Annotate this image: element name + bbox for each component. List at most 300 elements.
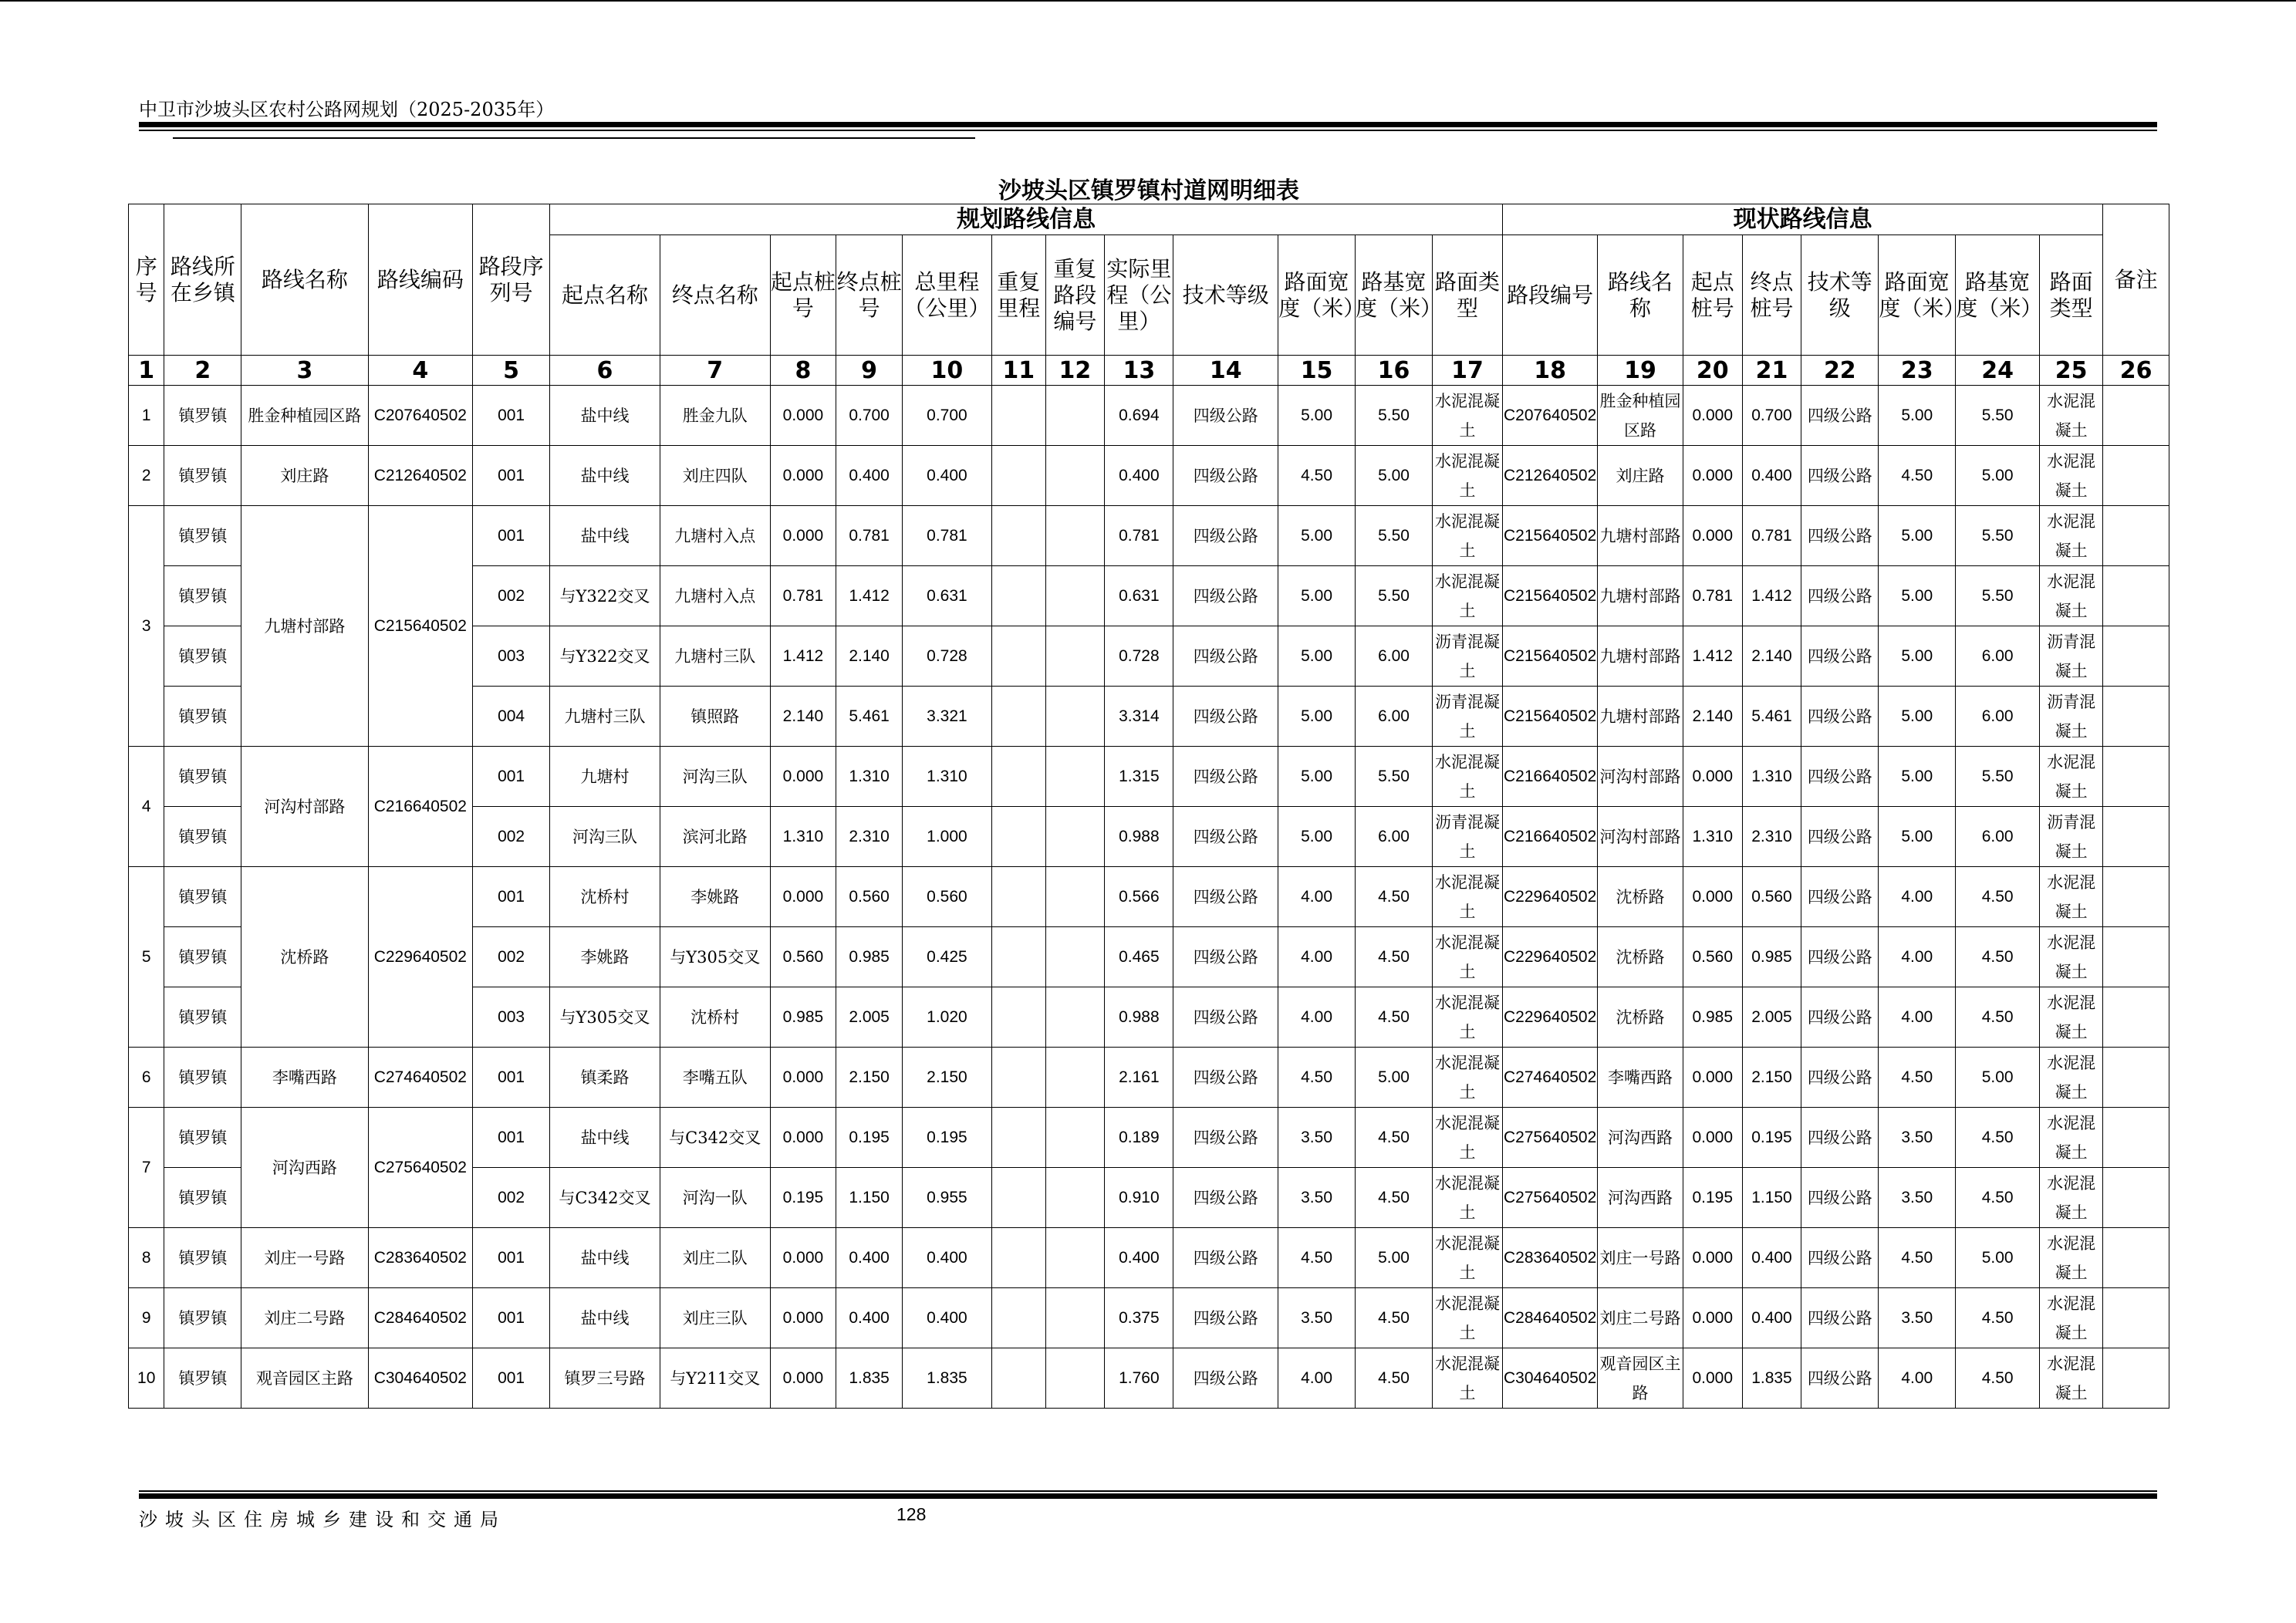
segno-cell: 001 [473,1048,550,1108]
end-stake-cell: 2.150 [836,1048,903,1108]
footer-rule-thick [139,1493,2157,1499]
start-name-cell: 沈桥村 [550,867,660,927]
dup-code-cell [1045,987,1105,1048]
cur-surface-type-cell: 水泥混凝土 [2040,386,2103,446]
grade-cell: 四级公路 [1173,1288,1278,1348]
surface-width-cell: 5.00 [1278,687,1356,747]
base-width-cell: 5.00 [1356,1048,1433,1108]
cur-end-cell: 1.150 [1742,1168,1801,1228]
end-name-cell: 九塘村入点 [660,506,770,566]
surface-type-cell: 水泥混凝土 [1432,987,1502,1048]
base-width-cell: 4.50 [1356,1168,1433,1228]
surface-width-cell: 3.50 [1278,1108,1356,1168]
base-width-cell: 4.50 [1356,867,1433,927]
route-code-cell: C283640502 [368,1228,473,1288]
cur-base-width-cell: 4.50 [1956,1288,2040,1348]
cur-base-width-cell: 5.50 [1956,566,2040,626]
dup-code-cell [1045,506,1105,566]
dup-code-cell [1045,626,1105,687]
actual-km-cell: 0.465 [1105,927,1173,987]
grade-cell: 四级公路 [1173,566,1278,626]
remark-cell [2103,626,2169,687]
dup-code-cell [1045,747,1105,807]
cur-surface-type-cell: 水泥混凝土 [2040,867,2103,927]
column-number: 3 [241,356,368,386]
cur-base-width-cell: 4.50 [1956,927,2040,987]
remark-cell [2103,1228,2169,1288]
cur-surface-width-cell: 4.00 [1879,927,1956,987]
total-km-cell: 0.700 [902,386,991,446]
route-code-cell: C212640502 [368,446,473,506]
total-km-cell: 3.321 [902,687,991,747]
grade-cell: 四级公路 [1173,446,1278,506]
segno-cell: 002 [473,1168,550,1228]
group-header-planned: 规划路线信息 [550,204,1503,235]
group-header-current: 现状路线信息 [1503,204,2103,235]
start-stake-cell: 0.000 [770,867,836,927]
cur-code-cell: C274640502 [1503,1048,1598,1108]
segno-cell: 001 [473,747,550,807]
base-width-cell: 4.50 [1356,987,1433,1048]
actual-km-cell: 0.189 [1105,1108,1173,1168]
col-header-seq: 序号 [129,204,164,356]
cur-code-cell: C283640502 [1503,1228,1598,1288]
segno-cell: 004 [473,687,550,747]
column-number: 5 [473,356,550,386]
cur-end-cell: 2.005 [1742,987,1801,1048]
col-header-code: 路线编码 [368,204,473,356]
cur-surface-width-cell: 4.50 [1879,446,1956,506]
end-stake-cell: 1.310 [836,747,903,807]
cur-grade-cell: 四级公路 [1801,446,1879,506]
cur-grade-cell: 四级公路 [1801,566,1879,626]
header-rule-thin [139,130,2157,131]
cur-end-cell: 1.412 [1742,566,1801,626]
end-stake-cell: 0.700 [836,386,903,446]
surface-width-cell: 3.50 [1278,1168,1356,1228]
segno-cell: 002 [473,566,550,626]
grade-cell: 四级公路 [1173,927,1278,987]
cur-base-width-cell: 4.50 [1956,1108,2040,1168]
table-row [129,1288,2169,1348]
surface-type-cell: 水泥混凝土 [1432,1168,1502,1228]
total-km-cell: 0.425 [902,927,991,987]
start-name-cell: 九塘村三队 [550,687,660,747]
cur-name-cell: 河沟村部路 [1598,747,1683,807]
dup-km-cell [991,867,1045,927]
end-name-cell: 九塘村入点 [660,566,770,626]
page-top-border [0,0,2296,2]
start-stake-cell: 0.000 [770,1048,836,1108]
total-km-cell: 0.195 [902,1108,991,1168]
start-stake-cell: 0.781 [770,566,836,626]
actual-km-cell: 0.910 [1105,1168,1173,1228]
cur-start-cell: 1.412 [1683,626,1742,687]
cur-grade-cell: 四级公路 [1801,1168,1879,1228]
start-stake-cell: 0.000 [770,1108,836,1168]
route-code-cell: C274640502 [368,1048,473,1108]
end-stake-cell: 0.195 [836,1108,903,1168]
route-name-cell: 刘庄二号路 [241,1288,368,1348]
start-name-cell: 九塘村 [550,747,660,807]
column-number: 9 [836,356,903,386]
total-km-cell: 1.310 [902,747,991,807]
table-row [129,747,2169,807]
dup-km-cell [991,807,1045,867]
end-stake-cell: 0.985 [836,927,903,987]
cur-name-cell: 九塘村部路 [1598,506,1683,566]
cur-end-cell: 0.985 [1742,927,1801,987]
cur-surface-type-cell: 水泥混凝土 [2040,987,2103,1048]
cur-code-cell: C229640502 [1503,987,1598,1048]
surface-type-cell: 水泥混凝土 [1432,506,1502,566]
col-header-start-stake: 起点桩号 [770,235,836,356]
cur-code-cell: C284640502 [1503,1288,1598,1348]
seq-cell: 1 [129,386,164,446]
dup-km-cell [991,1108,1045,1168]
start-name-cell: 河沟三队 [550,807,660,867]
cur-surface-width-cell: 4.00 [1879,987,1956,1048]
cur-surface-width-cell: 3.50 [1879,1168,1956,1228]
route-name-cell: 李嘴西路 [241,1048,368,1108]
start-name-cell: 与C342交叉 [550,1168,660,1228]
table-row [129,1048,2169,1108]
cur-name-cell: 九塘村部路 [1598,687,1683,747]
cur-grade-cell: 四级公路 [1801,1228,1879,1288]
table-row [129,506,2169,566]
col-header-surface-type: 路面类型 [1432,235,1502,356]
surface-width-cell: 5.00 [1278,566,1356,626]
dup-code-cell [1045,1348,1105,1409]
base-width-cell: 5.50 [1356,506,1433,566]
cur-surface-type-cell: 水泥混凝土 [2040,566,2103,626]
table-row [129,1348,2169,1409]
grade-cell: 四级公路 [1173,626,1278,687]
surface-type-cell: 水泥混凝土 [1432,1048,1502,1108]
end-name-cell: 刘庄三队 [660,1288,770,1348]
cur-base-width-cell: 6.00 [1956,807,2040,867]
town-cell: 镇罗镇 [164,1048,241,1108]
col-header-dup-km: 重复里程 [991,235,1045,356]
cur-surface-width-cell: 4.00 [1879,867,1956,927]
remark-cell [2103,747,2169,807]
dup-km-cell [991,1348,1045,1409]
seq-cell: 10 [129,1348,164,1409]
surface-type-cell: 水泥混凝土 [1432,566,1502,626]
cur-code-cell: C215640502 [1503,506,1598,566]
cur-code-cell: C215640502 [1503,626,1598,687]
start-stake-cell: 0.000 [770,1348,836,1409]
column-number: 2 [164,356,241,386]
cur-surface-type-cell: 水泥混凝土 [2040,1228,2103,1288]
cur-code-cell: C207640502 [1503,386,1598,446]
end-name-cell: 与C342交叉 [660,1108,770,1168]
town-cell: 镇罗镇 [164,566,241,626]
grade-cell: 四级公路 [1173,987,1278,1048]
end-name-cell: 河沟一队 [660,1168,770,1228]
end-stake-cell: 1.835 [836,1348,903,1409]
actual-km-cell: 3.314 [1105,687,1173,747]
seq-cell: 8 [129,1228,164,1288]
surface-type-cell: 水泥混凝土 [1432,1288,1502,1348]
col-header-cur-surface-type: 路面类型 [2040,235,2103,356]
cur-surface-width-cell: 4.50 [1879,1228,1956,1288]
cur-surface-type-cell: 沥青混凝土 [2040,807,2103,867]
cur-name-cell: 沈桥路 [1598,927,1683,987]
column-number: 21 [1742,356,1801,386]
cur-end-cell: 0.560 [1742,867,1801,927]
cur-surface-type-cell: 水泥混凝土 [2040,446,2103,506]
dup-code-cell [1045,1228,1105,1288]
start-stake-cell: 0.000 [770,1288,836,1348]
column-number: 7 [660,356,770,386]
dup-km-cell [991,1288,1045,1348]
col-header-grade: 技术等级 [1173,235,1278,356]
town-cell: 镇罗镇 [164,1288,241,1348]
col-header-actual-km: 实际里程（公里） [1105,235,1173,356]
grade-cell: 四级公路 [1173,1168,1278,1228]
town-cell: 镇罗镇 [164,747,241,807]
cur-code-cell: C215640502 [1503,566,1598,626]
start-name-cell: 盐中线 [550,446,660,506]
surface-width-cell: 4.00 [1278,987,1356,1048]
grade-cell: 四级公路 [1173,747,1278,807]
town-cell: 镇罗镇 [164,1108,241,1168]
seq-cell: 7 [129,1108,164,1228]
dup-code-cell [1045,1108,1105,1168]
cur-name-cell: 李嘴西路 [1598,1048,1683,1108]
start-stake-cell: 1.412 [770,626,836,687]
base-width-cell: 4.50 [1356,1108,1433,1168]
remark-cell [2103,506,2169,566]
end-stake-cell: 1.150 [836,1168,903,1228]
cur-end-cell: 5.461 [1742,687,1801,747]
surface-type-cell: 水泥混凝土 [1432,1108,1502,1168]
end-stake-cell: 0.400 [836,1228,903,1288]
end-stake-cell: 0.400 [836,1288,903,1348]
cur-grade-cell: 四级公路 [1801,687,1879,747]
route-code-cell: C207640502 [368,386,473,446]
route-name-cell: 河沟西路 [241,1108,368,1228]
route-code-cell: C215640502 [368,506,473,747]
dup-km-cell [991,566,1045,626]
document-header-title: 中卫市沙坡头区农村公路网规划（2025-2035年） [139,99,555,120]
cur-base-width-cell: 5.50 [1956,506,2040,566]
cur-surface-width-cell: 5.00 [1879,386,1956,446]
remark-cell [2103,566,2169,626]
route-code-cell: C304640502 [368,1348,473,1409]
seq-cell: 3 [129,506,164,747]
start-name-cell: 李姚路 [550,927,660,987]
actual-km-cell: 0.988 [1105,807,1173,867]
cur-end-cell: 0.400 [1742,1228,1801,1288]
cur-start-cell: 0.000 [1683,386,1742,446]
town-cell: 镇罗镇 [164,1228,241,1288]
total-km-cell: 0.955 [902,1168,991,1228]
surface-type-cell: 沥青混凝土 [1432,626,1502,687]
base-width-cell: 5.50 [1356,386,1433,446]
start-stake-cell: 0.000 [770,386,836,446]
table-row [129,867,2169,927]
base-width-cell: 5.50 [1356,566,1433,626]
surface-type-cell: 水泥混凝土 [1432,1348,1502,1409]
seq-cell: 6 [129,1048,164,1108]
start-stake-cell: 0.000 [770,747,836,807]
total-km-cell: 1.835 [902,1348,991,1409]
start-stake-cell: 1.310 [770,807,836,867]
base-width-cell: 6.00 [1356,687,1433,747]
remark-cell [2103,446,2169,506]
table-title: 沙坡头区镇罗镇村道网明细表 [998,177,1299,204]
total-km-cell: 1.020 [902,987,991,1048]
base-width-cell: 4.50 [1356,927,1433,987]
town-cell: 镇罗镇 [164,687,241,747]
table-body [129,386,2169,1409]
cur-surface-width-cell: 5.00 [1879,807,1956,867]
cur-surface-type-cell: 水泥混凝土 [2040,1108,2103,1168]
surface-width-cell: 4.00 [1278,867,1356,927]
cur-name-cell: 胜金种植园区路 [1598,386,1683,446]
table-row [129,1108,2169,1168]
surface-type-cell: 沥青混凝土 [1432,807,1502,867]
cur-surface-width-cell: 5.00 [1879,566,1956,626]
end-stake-cell: 2.310 [836,807,903,867]
col-header-cur-base-width: 路基宽度（米） [1956,235,2040,356]
column-number: 19 [1598,356,1683,386]
cur-surface-type-cell: 水泥混凝土 [2040,927,2103,987]
cur-end-cell: 2.150 [1742,1048,1801,1108]
cur-grade-cell: 四级公路 [1801,747,1879,807]
col-header-name: 路线名称 [241,204,368,356]
remark-cell [2103,867,2169,927]
remark-cell [2103,1048,2169,1108]
dup-code-cell [1045,867,1105,927]
cur-end-cell: 2.140 [1742,626,1801,687]
surface-type-cell: 水泥混凝土 [1432,747,1502,807]
start-stake-cell: 0.000 [770,1228,836,1288]
end-name-cell: 河沟三队 [660,747,770,807]
cur-grade-cell: 四级公路 [1801,386,1879,446]
dup-km-cell [991,927,1045,987]
cur-base-width-cell: 4.50 [1956,867,2040,927]
remark-cell [2103,927,2169,987]
start-name-cell: 盐中线 [550,1288,660,1348]
surface-width-cell: 4.50 [1278,1048,1356,1108]
grade-cell: 四级公路 [1173,506,1278,566]
cur-surface-type-cell: 沥青混凝土 [2040,687,2103,747]
remark-cell [2103,807,2169,867]
total-km-cell: 0.631 [902,566,991,626]
remark-cell [2103,1348,2169,1409]
dup-km-cell [991,987,1045,1048]
surface-width-cell: 4.00 [1278,1348,1356,1409]
cur-grade-cell: 四级公路 [1801,1348,1879,1409]
dup-code-cell [1045,446,1105,506]
table-row [129,386,2169,446]
cur-end-cell: 2.310 [1742,807,1801,867]
cur-end-cell: 0.700 [1742,386,1801,446]
route-name-cell: 九塘村部路 [241,506,368,747]
dup-code-cell [1045,807,1105,867]
column-number: 26 [2103,356,2169,386]
end-name-cell: 胜金九队 [660,386,770,446]
dup-code-cell [1045,1288,1105,1348]
cur-grade-cell: 四级公路 [1801,1108,1879,1168]
start-stake-cell: 0.985 [770,987,836,1048]
segno-cell: 001 [473,1348,550,1409]
actual-km-cell: 0.694 [1105,386,1173,446]
dup-km-cell [991,747,1045,807]
dup-km-cell [991,1168,1045,1228]
cur-name-cell: 刘庄二号路 [1598,1288,1683,1348]
column-number: 8 [770,356,836,386]
surface-width-cell: 3.50 [1278,1288,1356,1348]
cur-grade-cell: 四级公路 [1801,1048,1879,1108]
cur-surface-type-cell: 水泥混凝土 [2040,1048,2103,1108]
footer-organization: 沙坡头区住房城乡建设和交通局 [139,1509,506,1530]
table-row [129,446,2169,506]
grade-cell: 四级公路 [1173,1048,1278,1108]
start-name-cell: 与Y322交叉 [550,626,660,687]
segno-cell: 002 [473,927,550,987]
segno-cell: 003 [473,626,550,687]
dup-km-cell [991,446,1045,506]
cur-start-cell: 0.000 [1683,1288,1742,1348]
segno-cell: 001 [473,1108,550,1168]
cur-surface-width-cell: 4.50 [1879,1048,1956,1108]
start-stake-cell: 0.195 [770,1168,836,1228]
dup-km-cell [991,687,1045,747]
remark-cell [2103,1288,2169,1348]
dup-code-cell [1045,386,1105,446]
column-number: 4 [368,356,473,386]
route-code-cell: C216640502 [368,747,473,867]
cur-name-cell: 九塘村部路 [1598,626,1683,687]
cur-start-cell: 2.140 [1683,687,1742,747]
segno-cell: 001 [473,1288,550,1348]
cur-base-width-cell: 6.00 [1956,626,2040,687]
cur-base-width-cell: 5.00 [1956,1228,2040,1288]
total-km-cell: 0.400 [902,446,991,506]
end-stake-cell: 0.781 [836,506,903,566]
seq-cell: 4 [129,747,164,867]
footer-rule-thin [139,1490,2157,1492]
start-name-cell: 镇罗三号路 [550,1348,660,1409]
column-number: 23 [1879,356,1956,386]
dup-code-cell [1045,1168,1105,1228]
cur-end-cell: 1.835 [1742,1348,1801,1409]
column-number: 12 [1045,356,1105,386]
cur-surface-width-cell: 3.50 [1879,1108,1956,1168]
cur-code-cell: C275640502 [1503,1168,1598,1228]
town-cell: 镇罗镇 [164,807,241,867]
remark-cell [2103,1168,2169,1228]
column-number: 10 [902,356,991,386]
surface-type-cell: 水泥混凝土 [1432,927,1502,987]
cur-name-cell: 沈桥路 [1598,987,1683,1048]
remark-cell [2103,987,2169,1048]
grade-cell: 四级公路 [1173,386,1278,446]
cur-surface-width-cell: 5.00 [1879,747,1956,807]
cur-grade-cell: 四级公路 [1801,927,1879,987]
col-header-total-km: 总里程（公里） [902,235,991,356]
base-width-cell: 5.00 [1356,446,1433,506]
cur-start-cell: 0.000 [1683,506,1742,566]
actual-km-cell: 1.315 [1105,747,1173,807]
end-name-cell: 刘庄二队 [660,1228,770,1288]
start-name-cell: 盐中线 [550,1108,660,1168]
surface-type-cell: 沥青混凝土 [1432,687,1502,747]
